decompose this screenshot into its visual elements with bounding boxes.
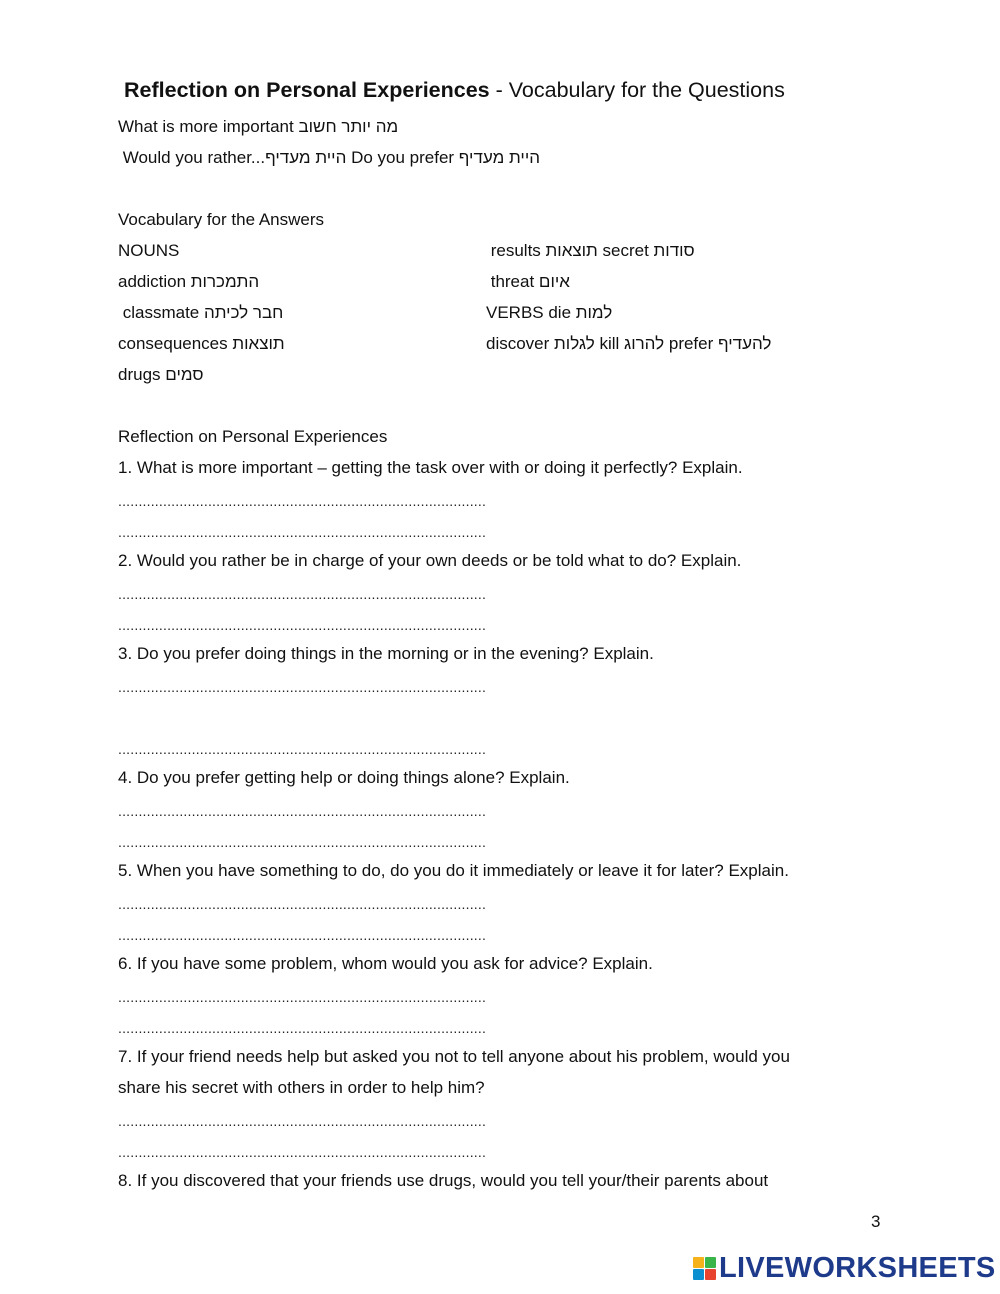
answer-line[interactable]: .......................................................................................... xyxy=(118,896,487,912)
title-bold: Reflection on Personal Experiences xyxy=(124,78,490,102)
vocab-verbs-die: VERBS die למות xyxy=(486,303,613,322)
answer-line[interactable]: .......................................................................................... xyxy=(118,493,487,509)
liveworksheets-logo-text: LIVEWORKSHEETS xyxy=(719,1252,996,1284)
vocab-addiction: addiction התמכרות xyxy=(118,272,260,291)
answer-line[interactable]: .......................................................................................... xyxy=(118,834,487,850)
answer-line[interactable]: .......................................................................................... xyxy=(118,1020,487,1036)
question-5: 5. When you have something to do, do you do it immediately or leave it for later? Explain. xyxy=(118,861,789,880)
answer-line[interactable]: .......................................................................................... xyxy=(118,1113,487,1129)
question-4: 4. Do you prefer getting help or doing things alone? Explain. xyxy=(118,768,570,787)
question-2: 2. Would you rather be in charge of your own deeds or be told what to do? Explain. xyxy=(118,551,742,570)
answer-line[interactable]: .......................................................................................... xyxy=(118,741,487,757)
liveworksheets-logo[interactable] xyxy=(693,1253,996,1283)
vocab-question-2: Would you rather...היית מעדיף Do you prefer היית מעדיף xyxy=(118,148,541,167)
logo-tile xyxy=(705,1257,716,1268)
answer-line[interactable]: .......................................................................................... xyxy=(118,524,487,540)
answer-line[interactable]: .......................................................................................... xyxy=(118,617,487,633)
vocab-drugs: drugs סמים xyxy=(118,365,204,384)
page-number: 3 xyxy=(871,1212,881,1231)
logo-tile xyxy=(705,1269,716,1280)
answer-line[interactable]: .......................................................................................... xyxy=(118,989,487,1005)
vocab-threat: threat איום xyxy=(486,272,570,291)
answer-line[interactable]: .......................................................................................... xyxy=(118,803,487,819)
answer-line[interactable]: .......................................................................................... xyxy=(118,679,487,695)
question-6: 6. If you have some problem, whom would you ask for advice? Explain. xyxy=(118,954,653,973)
logo-tile xyxy=(693,1257,704,1268)
question-1: 1. What is more important – getting the task over with or doing it perfectly? Explain. xyxy=(118,458,743,477)
vocab-classmate: classmate חבר לכיתה xyxy=(118,303,284,322)
vocab-results-secret: results תוצאות secret סודות xyxy=(486,241,695,260)
liveworksheets-logo-icon xyxy=(693,1257,716,1280)
answer-line[interactable]: .......................................................................................... xyxy=(118,586,487,602)
question-8: 8. If you discovered that your friends use drugs, would you tell your/their parents about xyxy=(118,1171,769,1190)
answers-vocab-heading: Vocabulary for the Answers xyxy=(118,210,325,229)
question-7: 7. If your friend needs help but asked you not to tell anyone about his problem, would you xyxy=(118,1047,790,1066)
question-3: 3. Do you prefer doing things in the morning or in the evening? Explain. xyxy=(118,644,654,663)
section-heading: Reflection on Personal Experiences xyxy=(118,427,388,446)
answer-line[interactable]: .......................................................................................... xyxy=(118,1144,487,1160)
title-rest: - Vocabulary for the Questions xyxy=(489,78,785,102)
logo-tile xyxy=(693,1269,704,1280)
answer-line[interactable]: .......................................................................................... xyxy=(118,927,487,943)
vocab-nouns-label: NOUNS xyxy=(118,241,180,260)
question-7-continued: share his secret with others in order to help him? xyxy=(118,1078,485,1097)
vocab-discover-kill-prefer: discover לגלות kill להרוג prefer להעדיף xyxy=(486,334,772,353)
page-title xyxy=(124,77,785,103)
vocab-consequences: consequences תוצאות xyxy=(118,334,285,353)
vocab-question-1: What is more important מה יותר חשוב xyxy=(118,117,399,136)
